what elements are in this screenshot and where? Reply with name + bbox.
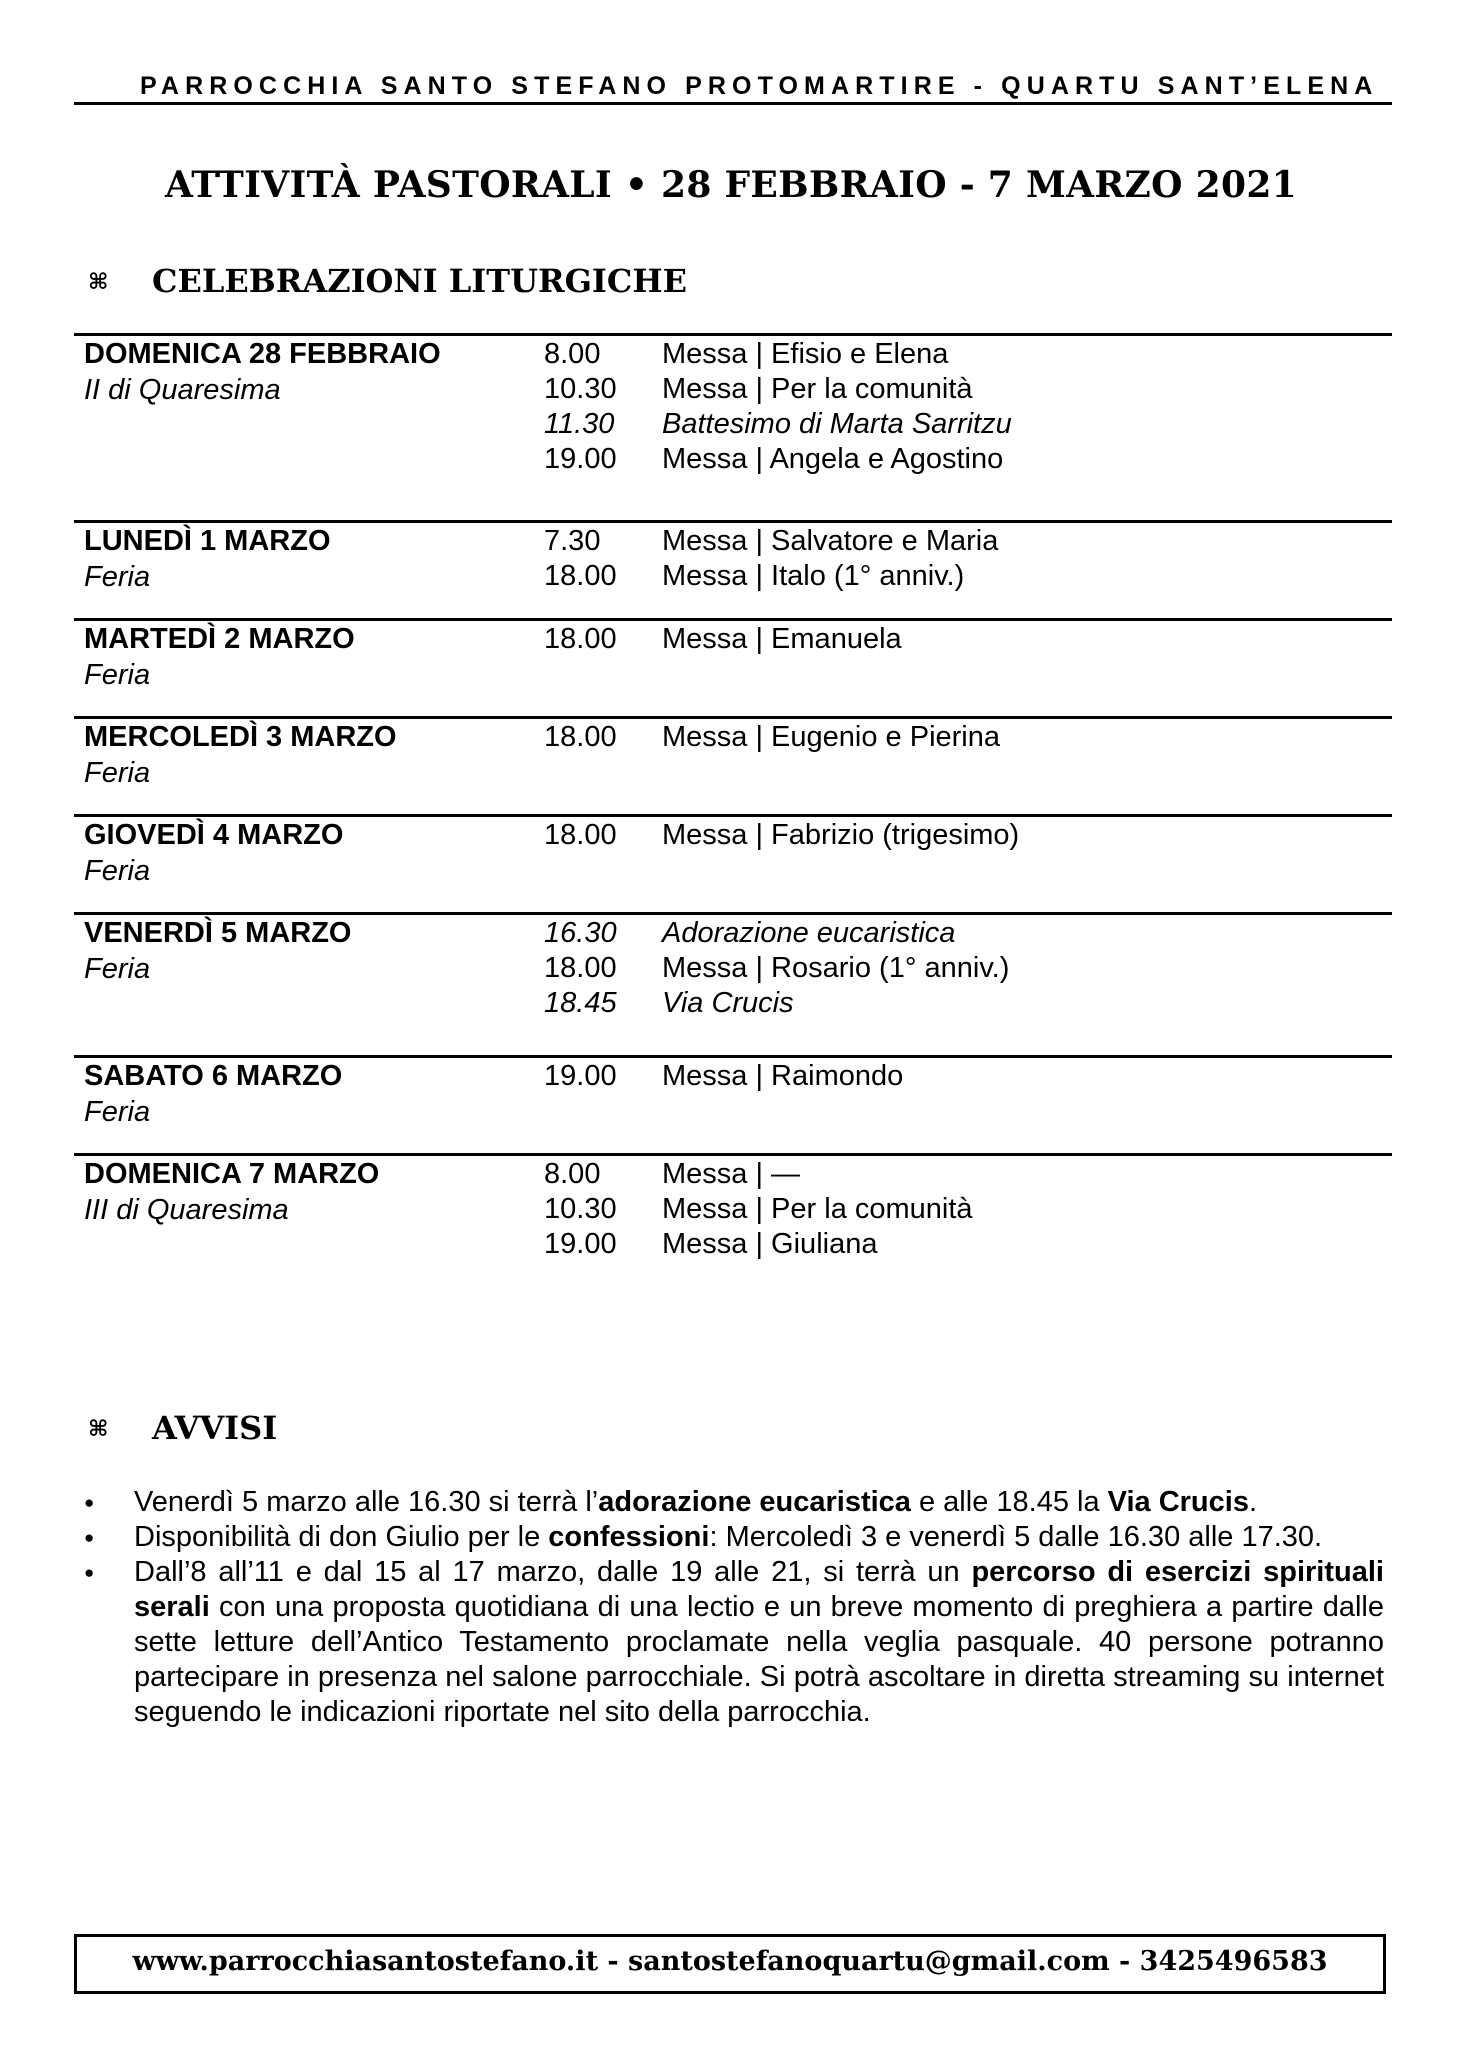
day-block — [74, 912, 1392, 1019]
event-time: 10.30 — [544, 1193, 617, 1225]
notice-text: con una proposta quotidiana di una lectio e un breve momento di preghiera a partire dalle sette letture dell’Antico Testamento proclamate nella veglia pasquale. 40 persone potranno partecipare in presenza nel salone parrocchiale. Si potrà ascoltare in diretta streaming su internet seguendo le indicazioni riportate nel sito della parrocchia. — [134, 1591, 1384, 1728]
event-row — [74, 1158, 1392, 1193]
event-row — [74, 1193, 1392, 1228]
event-description: Messa | Per la comunità — [662, 373, 973, 405]
event-time: 16.30 — [544, 917, 617, 949]
event-description: Battesimo di Marta Sarritzu — [662, 408, 1012, 440]
notices-list — [84, 1485, 1384, 1730]
day-name: DOMENICA 7 MARZO — [84, 1158, 380, 1190]
event-row — [74, 560, 1392, 595]
day-name: VENERDÌ 5 MARZO — [84, 917, 352, 949]
event-row — [74, 1060, 1392, 1095]
event-description: Messa | — — [662, 1158, 801, 1190]
event-row — [74, 525, 1392, 560]
star-icon: ⌘ — [88, 1416, 109, 1442]
event-row — [74, 987, 1392, 1022]
event-time: 19.00 — [544, 1060, 617, 1092]
section-heading-liturgy — [88, 262, 687, 300]
event-row — [74, 623, 1392, 658]
parish-header: PARROCCHIA SANTO STEFANO PROTOMARTIRE - QUARTU SANT’ELENA — [140, 72, 1379, 100]
event-description: Adorazione eucaristica — [662, 917, 956, 949]
section-title-liturgy: CELEBRAZIONI LITURGICHE — [152, 262, 687, 300]
day-block — [74, 520, 1392, 593]
event-row — [74, 443, 1392, 478]
event-description: Messa | Emanuela — [662, 623, 902, 655]
day-name: DOMENICA 28 FEBBRAIO — [84, 338, 441, 370]
section-title-notices: AVVISI — [152, 1409, 278, 1447]
event-time: 8.00 — [544, 338, 601, 370]
day-liturgical-note: Feria — [84, 757, 151, 789]
event-row — [74, 917, 1392, 952]
star-icon: ⌘ — [88, 269, 109, 295]
event-row — [74, 1228, 1392, 1263]
day-name: MARTEDÌ 2 MARZO — [84, 623, 355, 655]
notice-highlight: percorso di esercizi spirituali serali — [134, 1556, 1384, 1623]
event-row — [74, 373, 1392, 408]
event-description: Messa | Per la comunità — [662, 1193, 973, 1225]
page-title: ATTIVITÀ PASTORALI • 28 FEBBRAIO - 7 MARZO 2021 — [164, 164, 1298, 206]
event-description: Messa | Angela e Agostino — [662, 443, 1004, 475]
day-block — [74, 814, 1392, 887]
event-row — [74, 338, 1392, 373]
notice-text: . — [1248, 1486, 1258, 1518]
day-liturgical-note: Feria — [84, 561, 151, 593]
day-liturgical-note: Feria — [84, 855, 151, 887]
event-row — [74, 952, 1392, 987]
event-description: Messa | Salvatore e Maria — [662, 525, 999, 557]
notice-text: Dall’8 all’11 e dal 15 al 17 marzo, dalle 19 alle 21, si terrà un — [134, 1556, 972, 1588]
notice-text: Disponibilità di don Giulio per le — [134, 1521, 549, 1553]
notice-item — [84, 1485, 1384, 1520]
day-block — [74, 333, 1392, 475]
notice-item — [84, 1555, 1384, 1730]
event-time: 18.00 — [544, 721, 617, 753]
event-time: 18.00 — [544, 623, 617, 655]
notice-highlight: Via Crucis — [1107, 1486, 1249, 1518]
notice-highlight: adorazione eucaristica — [598, 1486, 911, 1518]
event-time: 18.00 — [544, 560, 617, 592]
day-name: SABATO 6 MARZO — [84, 1060, 343, 1092]
day-name: LUNEDÌ 1 MARZO — [84, 525, 331, 557]
event-description: Messa | Rosario (1° anniv.) — [662, 952, 1010, 984]
notice-item — [84, 1520, 1384, 1555]
event-row — [74, 408, 1392, 443]
event-description: Messa | Italo (1° anniv.) — [662, 560, 965, 592]
day-liturgical-note: II di Quaresima — [84, 374, 281, 406]
day-liturgical-note: Feria — [84, 1096, 151, 1128]
event-description: Messa | Raimondo — [662, 1060, 904, 1092]
footer-box — [74, 1934, 1386, 1994]
day-block — [74, 618, 1392, 691]
footer-contacts: www.parrocchiasantostefano.it - santostefanoquartu@gmail.com - 3425496583 — [132, 1946, 1328, 1977]
notice-text: e alle 18.45 la — [910, 1486, 1108, 1518]
day-name: MERCOLEDÌ 3 MARZO — [84, 721, 397, 753]
event-description: Messa | Eugenio e Pierina — [662, 721, 1001, 753]
event-description: Messa | Fabrizio (trigesimo) — [662, 819, 1020, 851]
notice-highlight: confessioni — [548, 1521, 710, 1553]
day-block — [74, 716, 1392, 789]
section-heading-notices — [88, 1409, 277, 1447]
day-block — [74, 1055, 1392, 1128]
event-time: 7.30 — [544, 525, 601, 557]
event-time: 8.00 — [544, 1158, 601, 1190]
event-time: 19.00 — [544, 443, 617, 475]
event-row — [74, 721, 1392, 756]
event-description: Messa | Efisio e Elena — [662, 338, 949, 370]
event-description: Via Crucis — [662, 987, 794, 1019]
header-rule — [74, 102, 1392, 105]
event-time: 19.00 — [544, 1228, 617, 1260]
day-name: GIOVEDÌ 4 MARZO — [84, 819, 344, 851]
notice-text: Venerdì 5 marzo alle 16.30 si terrà l’ — [134, 1486, 599, 1518]
event-time: 11.30 — [544, 408, 615, 440]
day-block — [74, 1153, 1392, 1260]
day-liturgical-note: Feria — [84, 953, 151, 985]
event-description: Messa | Giuliana — [662, 1228, 878, 1260]
event-time: 18.00 — [544, 819, 617, 851]
event-time: 18.00 — [544, 952, 617, 984]
notice-text: : Mercoledì 3 e venerdì 5 dalle 16.30 alle 17.30. — [709, 1521, 1323, 1553]
day-liturgical-note: III di Quaresima — [84, 1194, 289, 1226]
day-liturgical-note: Feria — [84, 659, 151, 691]
event-time: 10.30 — [544, 373, 617, 405]
event-time: 18.45 — [544, 987, 617, 1019]
event-row — [74, 819, 1392, 854]
